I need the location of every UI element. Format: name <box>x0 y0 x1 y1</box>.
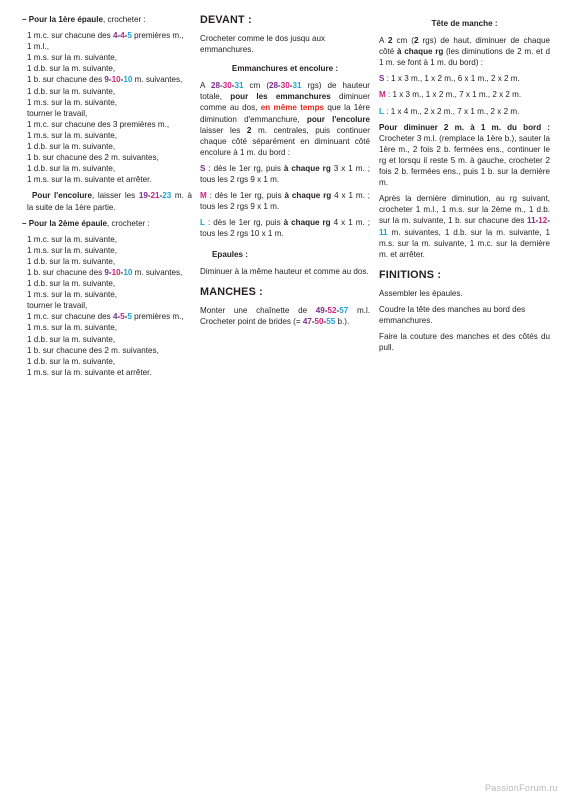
sleeve-cap-paragraph: A 2 cm (2 rgs) de haut, diminuer de chaque côté à chaque rg (les diminutions de 2 m. et d 1 m. se font à 1 m. du bord) : <box>379 36 550 68</box>
finishing-step: Assembler les épaules. <box>379 288 463 298</box>
column-middle <box>200 14 370 332</box>
step-line: 1 d.b. sur la m. suivante, <box>27 279 116 289</box>
step-line: 1 b. sur chacune des 9-10-10 m. suivantes, <box>27 75 183 85</box>
step-line: 1 d.b. sur la m. suivante, <box>27 86 116 96</box>
first-shoulder-steps <box>22 30 192 185</box>
step-line: 1 d.b. sur la m. suivante, <box>27 64 116 74</box>
column-left <box>22 14 192 378</box>
step-line: 1 m.s. sur la m. suivante et arrêter. <box>27 175 152 185</box>
step-line: 1 m.s. sur la m. suivante, <box>27 290 117 300</box>
step-line: 1 m.c. sur chacune des 4-5-5 premières m., <box>27 312 184 322</box>
step-line: 1 d.b. sur la m. suivante, <box>27 356 116 366</box>
step-line: 1 b. sur chacune des 2 m. suivantes, <box>27 345 159 355</box>
cap-size-m: M : 1 x 3 m., 1 x 2 m., 7 x 1 m., 2 x 2 m. <box>379 90 522 100</box>
front-section-title: DEVANT : <box>200 14 252 26</box>
first-shoulder-heading: – Pour la 1ère épaule, crocheter : <box>22 15 146 24</box>
step-line: 1 m.c. sur la m. suivante, <box>27 234 117 244</box>
step-line: 1 m.s. sur la m. suivante, <box>27 97 117 107</box>
step-line: 1 b. sur chacune des 2 m. suivantes, <box>27 153 159 163</box>
step-line: 1 m.s. sur la m. suivante et arrêter. <box>27 367 152 377</box>
finishing-step: Faire la couture des manches et des côtés du pull. <box>379 332 550 353</box>
step-line: 1 d.b. sur la m. suivante, <box>27 164 116 174</box>
sleeve-cap-subtitle: Tête de manche : <box>431 19 498 28</box>
sleeves-paragraph: Monter une chaînette de 49-52-57 m.l. Crocheter point de brides (= 47-50-55 b.). <box>200 305 370 326</box>
last-decrease-paragraph: Après la dernière diminution, au rg suivant, crocheter 1 m.l., 1 m.s. sur la 2ème m., 1 d.b. sur la m. suivante, 1 b. sur chacune des 11-12-11 m. suivantes, 1 d.b. sur la m. suivante, 1 m.s. sur la m. suivante, 1 m.c. sur la dernière m. et arrêter. <box>379 194 550 259</box>
step-line: 1 m.s. sur la m. suivante, <box>27 245 117 255</box>
watermark: PassionForum.ru <box>484 783 558 793</box>
armholes-paragraph: A 28-30-31 cm (28-30-31 rgs) de hauteur totale, pour les emmanchures diminuer comme au dos, en même temps que la 1ère diminution d'emmanchure, pour l'encolure laisser les 2 m. centrales, puis continuer chaque côté séparément en diminuant côté encolure à 1 m. du bord : <box>200 81 371 157</box>
step-line: 1 m.s. sur la m. suivante, <box>27 53 117 63</box>
step-line: tourner le travail, <box>27 301 88 311</box>
size-s-paragraph: S : dès le 1er rg, puis à chaque rg 3 x 1 m. ; tous les 2 rgs 9 x 1 m. <box>200 163 370 185</box>
column-right <box>379 18 550 358</box>
sleeves-section-title: MANCHES : <box>200 285 263 298</box>
step-line: 1 d.b. sur la m. suivante, <box>27 256 116 266</box>
step-line: 1 m.l., <box>27 42 50 52</box>
second-shoulder-steps <box>22 234 192 378</box>
cap-size-s: S : 1 x 3 m., 1 x 2 m., 6 x 1 m., 2 x 2 m. <box>379 74 520 84</box>
size-l-paragraph: L : dès le 1er rg, puis à chaque rg 4 x 1 m. ; tous les 2 rgs 10 x 1 m. <box>200 218 370 239</box>
decrease-paragraph: Pour diminuer 2 m. à 1 m. du bord : Crocheter 3 m.l. (remplace la 1ère b.), sauter la 1ère m., 2 fois 2 b. fermées ens., continuer le rg et lorsqu il reste 5 m. à gauche, crocheter 2 fois 2 b. fermées ens., puis 1 b. sur la dernière m. <box>379 122 550 188</box>
finishing-step: Coudre la tête des manches au bord des emmanchures. <box>379 304 526 325</box>
step-line: 1 m.c. sur chacune des 4-4-5 premières m., <box>27 31 184 41</box>
shoulders-text: Diminuer à la même hauteur et comme au dos. <box>200 266 369 276</box>
step-line: 1 m.c. sur chacune des 3 premières m., <box>27 119 170 129</box>
step-line: 1 m.s. sur la m. suivante, <box>27 323 117 333</box>
finishing-section-title: FINITIONS : <box>379 268 442 281</box>
step-line: 1 d.b. sur la m. suivante, <box>27 142 116 152</box>
size-m-paragraph: M : dès le 1er rg, puis à chaque rg 4 x 1 m. ; tous les 2 rgs 9 x 1 m. <box>200 191 370 212</box>
step-line: 1 b. sur chacune des 9-10-10 m. suivantes, <box>27 267 183 277</box>
step-line: tourner le travail, <box>27 108 88 118</box>
cap-size-l: L : 1 x 4 m., 2 x 2 m., 7 x 1 m., 2 x 2 m. <box>379 106 520 116</box>
front-text: Crocheter comme le dos jusqu aux emmanchures. <box>200 34 326 55</box>
neckline-paragraph: Pour l'encolure, laisser les 19-21-23 m. à la suite de la 1ère partie. <box>27 191 192 212</box>
second-shoulder-heading: – Pour la 2ème épaule, crocheter : <box>22 218 150 228</box>
shoulders-subtitle: Epaules : <box>212 249 248 259</box>
step-line: 1 d.b. sur la m. suivante, <box>27 334 116 344</box>
step-line: 1 m.s. sur la m. suivante, <box>27 130 117 140</box>
armholes-neckline-subtitle: Emmanchures et encolure : <box>231 64 339 74</box>
